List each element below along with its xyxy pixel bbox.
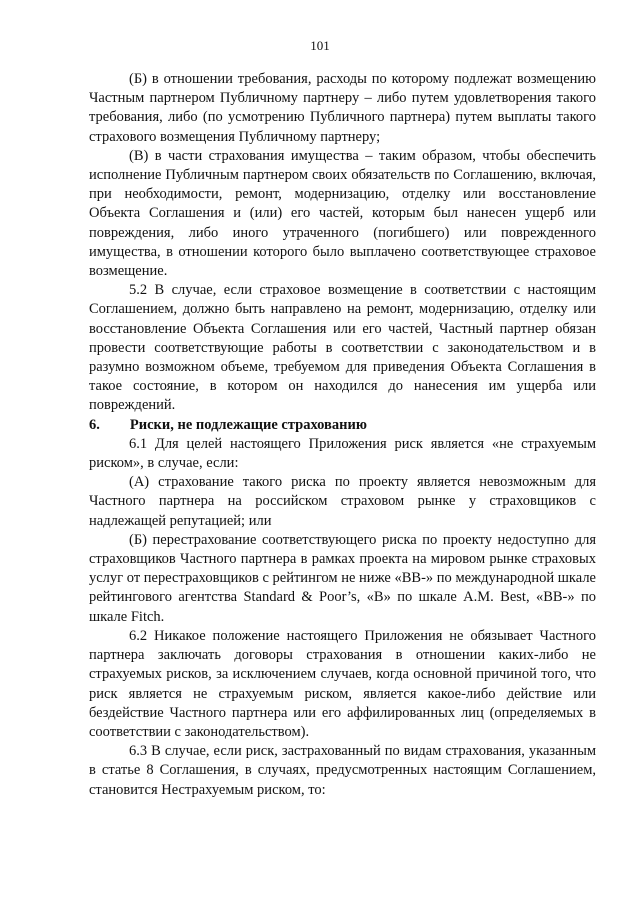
paragraph-6-3: 6.3 В случае, если риск, застрахованный по видам страхования, указанным в статье 8 Соглашения, в случаях, предусмотренных настоящим Соглашением, становится Нестрахуемым риском, то: (89, 743, 596, 798)
paragraph-6-1: 6.1 Для целей настоящего Приложения риск является «не страхуемым риском», в случае, если: (89, 435, 596, 472)
paragraph-6-1-a: (А) страхование такого риска по проекту является невозможным для Частного партнера на российском страховом рынке у страховщиков с надлежащей репутацией; или (89, 474, 596, 529)
paragraph-v-property-insurance: (В) в части страхования имущества – таким образом, чтобы обеспечить исполнение Публичным партнером своих обязательств по Соглашению, включая, при необходимости, ремонт, модернизацию, отделку или восстановление Объекта Соглашения и (или) его частей, которым был нанесен ущерб или повреждения, либо иного утраченного (погибшего) или поврежденного имущества, в отношении которого было выплачено соответствующее страховое возмещение. (89, 147, 596, 280)
document-body (89, 70, 596, 800)
paragraph-6-2: 6.2 Никакое положение настоящего Приложения не обязывает Частного партнера заключать договоры страхования в отношении каких-либо не страхуемых рисков, за исключением случаев, когда основной причиной того, что риск является не страхуемым риском, является какое-либо действие или бездействие Частного партнера или его аффилированных лиц (определяемых в соответствии с законодательством). (89, 627, 596, 740)
paragraph-b-insurance-claim: (Б) в отношении требования, расходы по которому подлежат возмещению Частным партнером Публичному партнеру – либо путем удовлетворения такого требования, либо (по усмотрению Публичного партнера) путем выплаты такого страхового возмещения Публичному партнеру; (89, 71, 596, 145)
page-number: 101 (310, 38, 330, 53)
section-6-title: Риски, не подлежащие страхованию (129, 416, 367, 433)
section-6-heading (89, 416, 596, 435)
section-6-number: 6. (89, 416, 100, 433)
paragraph-6-1-b: (Б) перестрахование соответствующего риска по проекту недоступно для страховщиков Частного партнера в рамках проекта на мировом рынке страховых услуг от перестраховщиков с рейтингом не ниже «ВВ-» по международной шкале рейтингового агентства Standard & Poor’s, «В» по шкале A.M. Best, «ВВ-» по шкале Fitch. (89, 531, 596, 625)
paragraph-5-2: 5.2 В случае, если страховое возмещение в соответствии с настоящим Соглашением, должно быть направлено на ремонт, модернизацию, отделку или восстановление Объекта Соглашения или его частей, Частный партнер обязан провести соответствующие работы в соответствии с законодательством и в разумно возможном объеме, требуемом для приведения Объекта Соглашения в такое состояние, в котором он находился до нанесения им ущерба или повреждений. (89, 282, 596, 414)
